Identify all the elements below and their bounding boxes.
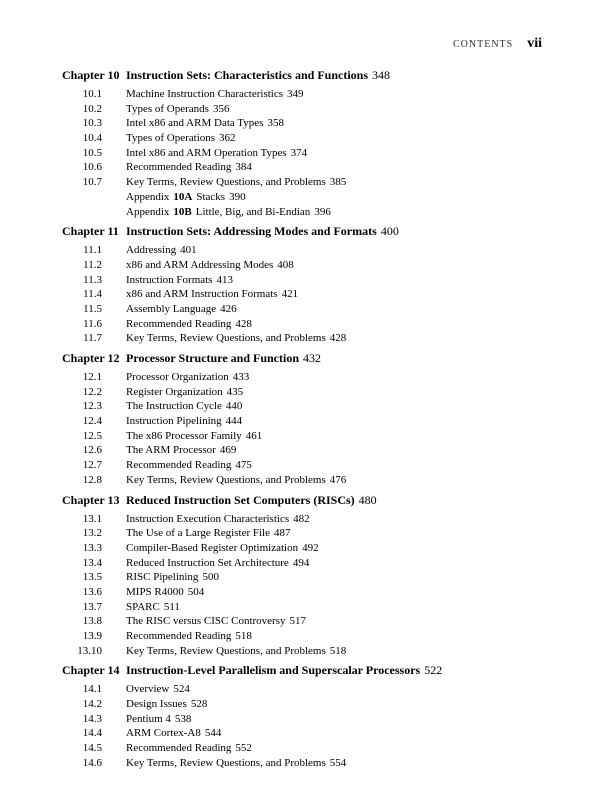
section-number: 12.4 [82, 415, 102, 428]
chapter-group [62, 491, 562, 660]
section-number: 12.2 [82, 385, 102, 398]
section-title: Key Terms, Review Questions, and Problems [126, 176, 326, 189]
section-number: 13.9 [82, 630, 102, 642]
section-page: 421 [281, 288, 299, 301]
section-list [62, 241, 562, 347]
section-page: 518 [329, 644, 347, 657]
chapter-heading[interactable] [62, 222, 562, 241]
section-page: 385 [329, 176, 347, 189]
section-title: Key Terms, Review Questions, and Problems [126, 756, 326, 769]
section-number: 13.2 [82, 527, 102, 540]
section-title: Assembly Language [126, 302, 217, 315]
toc-entry[interactable] [62, 399, 562, 414]
section-title: Recommended Reading [126, 161, 232, 174]
section-number: 11.3 [83, 273, 102, 286]
toc-entry[interactable] [62, 160, 562, 175]
chapter-group [62, 222, 562, 347]
toc-entry[interactable] [62, 458, 562, 473]
section-number: 13.1 [82, 512, 102, 525]
section-number: 11.7 [83, 332, 102, 345]
chapter-heading[interactable] [62, 661, 562, 680]
section-page: 538 [174, 712, 192, 725]
section-page: 413 [216, 273, 233, 286]
chapter-group [62, 349, 562, 489]
appendix-entry[interactable] [62, 205, 562, 220]
toc-entry[interactable] [62, 570, 562, 585]
section-page: 492 [302, 541, 319, 554]
section-page: 554 [329, 756, 347, 769]
section-number: 13.8 [82, 615, 102, 628]
section-number: 13.10 [77, 644, 102, 657]
section-title: Instruction Formats [126, 273, 213, 286]
toc-entry[interactable] [62, 331, 562, 346]
chapter-heading[interactable] [62, 491, 562, 510]
section-title: Instruction Execution Characteristics [126, 512, 290, 525]
section-title: Machine Instruction Characteristics [126, 88, 284, 100]
section-page: 426 [220, 302, 237, 315]
toc-entry[interactable] [62, 556, 562, 571]
toc-entry[interactable] [62, 287, 562, 302]
section-number: 14.3 [82, 712, 102, 725]
chapter-title: Instruction-Level Parallelism and Superscalar Processors [126, 663, 421, 678]
toc-entry[interactable] [62, 370, 562, 385]
section-page: 517 [289, 615, 306, 628]
chapter-page: 480 [358, 492, 377, 507]
running-title: CONTENTS [452, 39, 514, 50]
toc-entry[interactable] [62, 258, 562, 273]
section-page: 469 [219, 444, 237, 457]
section-page: 500 [202, 571, 219, 584]
section-number: 12.7 [82, 459, 102, 472]
section-title: Addressing [126, 244, 177, 257]
section-page: 384 [235, 161, 252, 174]
toc-entry[interactable] [62, 443, 562, 458]
section-number: 11.4 [83, 288, 102, 301]
appendix-prefix: Appendix [126, 205, 170, 218]
section-number: 10.3 [82, 117, 102, 130]
toc-entry[interactable] [62, 385, 562, 400]
section-title: Design Issues [126, 698, 187, 711]
appendix-title: Little, Big, and Bi-Endian [195, 205, 311, 218]
chapter-page: 522 [424, 663, 443, 678]
section-page: 433 [232, 371, 250, 383]
chapter-label: Chapter 14 [62, 663, 120, 678]
section-number: 14.4 [82, 727, 102, 740]
chapter-page: 348 [372, 68, 390, 82]
section-title: The Instruction Cycle [126, 400, 222, 413]
section-number: 13.5 [82, 571, 102, 584]
section-number: 14.5 [82, 742, 102, 755]
appendix-title: Stacks [196, 190, 226, 203]
chapter-heading[interactable] [62, 349, 562, 368]
section-title: ARM Cortex-A8 [126, 727, 201, 740]
section-title: Recommended Reading [126, 317, 232, 330]
toc-entry[interactable] [62, 87, 562, 102]
section-page: 440 [225, 400, 243, 413]
section-list [62, 85, 562, 220]
section-title: MIPS R4000 [126, 585, 184, 598]
section-page: 475 [235, 459, 252, 472]
section-list [62, 510, 562, 660]
chapter-label: Chapter 13 [62, 492, 120, 507]
section-title: Types of Operations [126, 132, 216, 145]
section-page: 428 [235, 317, 252, 330]
section-page: 524 [173, 683, 190, 696]
section-page: 401 [180, 244, 197, 257]
toc-entry[interactable] [62, 629, 562, 644]
section-number: 14.1 [82, 683, 102, 696]
appendix-page: 396 [314, 205, 331, 218]
toc-entry[interactable] [62, 726, 562, 741]
section-number: 11.5 [83, 302, 102, 315]
section-number: 12.3 [82, 400, 102, 413]
section-page: 362 [219, 132, 236, 145]
section-page: 428 [329, 332, 347, 345]
toc-entry[interactable] [62, 585, 562, 600]
section-page: 476 [329, 473, 347, 486]
section-title: Types of Operands [126, 102, 209, 115]
chapter-group [62, 661, 562, 771]
section-number: 10.5 [82, 146, 102, 159]
chapter-label: Chapter 11 [62, 224, 119, 239]
section-number: 12.6 [82, 444, 102, 457]
section-title: x86 and ARM Instruction Formats [126, 288, 278, 301]
section-number: 13.4 [82, 556, 102, 569]
toc-entry[interactable] [62, 414, 562, 429]
section-title: Key Terms, Review Questions, and Problems [126, 644, 326, 657]
section-number: 14.6 [82, 756, 102, 769]
section-number: 13.3 [82, 541, 102, 554]
section-page: 518 [235, 630, 252, 642]
chapter-group [62, 66, 562, 220]
section-page: 358 [267, 117, 284, 130]
chapter-title: Instruction Sets: Characteristics and Functions [126, 68, 368, 82]
section-number: 12.8 [82, 473, 102, 486]
toc-entry[interactable] [62, 317, 562, 332]
appendix-page: 390 [229, 190, 246, 203]
section-page: 544 [204, 727, 222, 740]
section-title: RISC Pipelining [126, 571, 199, 584]
section-title: Recommended Reading [126, 459, 232, 472]
toc-entry[interactable] [62, 644, 562, 659]
section-page: 487 [273, 527, 291, 540]
section-list [62, 680, 562, 771]
chapter-title: Processor Structure and Function [126, 351, 299, 365]
section-title: The ARM Processor [126, 444, 216, 457]
section-title: The x86 Processor Family [126, 429, 242, 442]
section-title: The RISC versus CISC Controversy [126, 615, 286, 628]
toc-entry[interactable] [62, 102, 562, 117]
toc-entry[interactable] [62, 302, 562, 317]
toc-entry[interactable] [62, 116, 562, 131]
chapter-label: Chapter 10 [62, 68, 120, 82]
section-number: 11.6 [83, 317, 102, 330]
section-page: 552 [235, 742, 252, 755]
toc-entry[interactable] [62, 146, 562, 161]
running-header [453, 36, 542, 52]
section-title: Pentium 4 [126, 712, 171, 725]
section-title: Compiler-Based Register Optimization [126, 541, 299, 554]
appendix-entry[interactable] [62, 190, 562, 205]
section-page: 374 [290, 146, 308, 159]
section-page: 504 [187, 585, 205, 598]
section-page: 349 [287, 88, 304, 100]
section-page: 528 [190, 698, 208, 711]
toc-entry[interactable] [62, 175, 562, 190]
section-page: 461 [245, 429, 263, 442]
section-page: 435 [226, 385, 244, 398]
section-title: Register Organization [126, 385, 223, 398]
section-title: The Use of a Large Register File [126, 527, 270, 540]
section-title: Instruction Pipelining [126, 415, 222, 428]
toc-entry[interactable] [62, 429, 562, 444]
section-title: Recommended Reading [126, 742, 232, 755]
toc-entry[interactable] [62, 741, 562, 756]
section-number: 10.4 [82, 132, 102, 145]
toc-entry[interactable] [62, 712, 562, 727]
section-number: 10.7 [82, 176, 102, 189]
section-page: 408 [277, 258, 294, 271]
section-page: 482 [293, 512, 310, 525]
section-list [62, 368, 562, 489]
section-number: 13.6 [82, 585, 102, 598]
chapter-heading[interactable] [62, 66, 562, 85]
section-title: Overview [126, 683, 170, 696]
chapter-title: Instruction Sets: Addressing Modes and Formats [126, 224, 377, 239]
section-number: 11.2 [83, 258, 102, 271]
section-page: 511 [163, 600, 180, 613]
appendix-id: 10B [173, 205, 192, 218]
toc-entry[interactable] [62, 697, 562, 712]
section-page: 444 [225, 415, 243, 428]
chapter-page: 432 [303, 351, 321, 365]
section-title: Processor Organization [126, 371, 229, 383]
page-number: vii [527, 36, 542, 51]
section-number: 11.1 [83, 244, 102, 257]
toc-entry[interactable] [62, 614, 562, 629]
section-page: 356 [212, 102, 230, 115]
section-number: 10.1 [82, 88, 102, 100]
appendix-id: 10A [173, 190, 193, 203]
toc-entry[interactable] [62, 131, 562, 146]
table-of-contents [62, 66, 562, 774]
section-title: x86 and ARM Addressing Modes [126, 258, 274, 271]
section-number: 12.1 [82, 371, 102, 383]
section-title: Key Terms, Review Questions, and Problems [126, 473, 326, 486]
toc-entry[interactable] [62, 243, 562, 258]
section-number: 14.2 [82, 698, 102, 711]
chapter-page: 400 [380, 224, 399, 239]
section-title: Key Terms, Review Questions, and Problems [126, 332, 326, 345]
toc-entry[interactable] [62, 600, 562, 615]
chapter-label: Chapter 12 [62, 351, 120, 365]
section-title: SPARC [126, 600, 160, 613]
section-title: Intel x86 and ARM Operation Types [126, 146, 287, 159]
toc-entry[interactable] [62, 473, 562, 488]
section-number: 10.6 [82, 161, 102, 174]
toc-entry[interactable] [62, 526, 562, 541]
toc-entry[interactable] [62, 541, 562, 556]
toc-entry[interactable] [62, 682, 562, 697]
section-title: Recommended Reading [126, 630, 232, 642]
section-title: Reduced Instruction Set Architecture [126, 556, 289, 569]
toc-entry[interactable] [62, 756, 562, 771]
section-page: 494 [292, 556, 310, 569]
section-number: 13.7 [82, 600, 102, 613]
section-number: 10.2 [82, 102, 102, 115]
section-title: Intel x86 and ARM Data Types [126, 117, 264, 130]
chapter-title: Reduced Instruction Set Computers (RISCs) [126, 492, 355, 507]
toc-entry[interactable] [62, 512, 562, 527]
section-number: 12.5 [82, 429, 102, 442]
appendix-prefix: Appendix [126, 190, 170, 203]
toc-entry[interactable] [62, 273, 562, 288]
